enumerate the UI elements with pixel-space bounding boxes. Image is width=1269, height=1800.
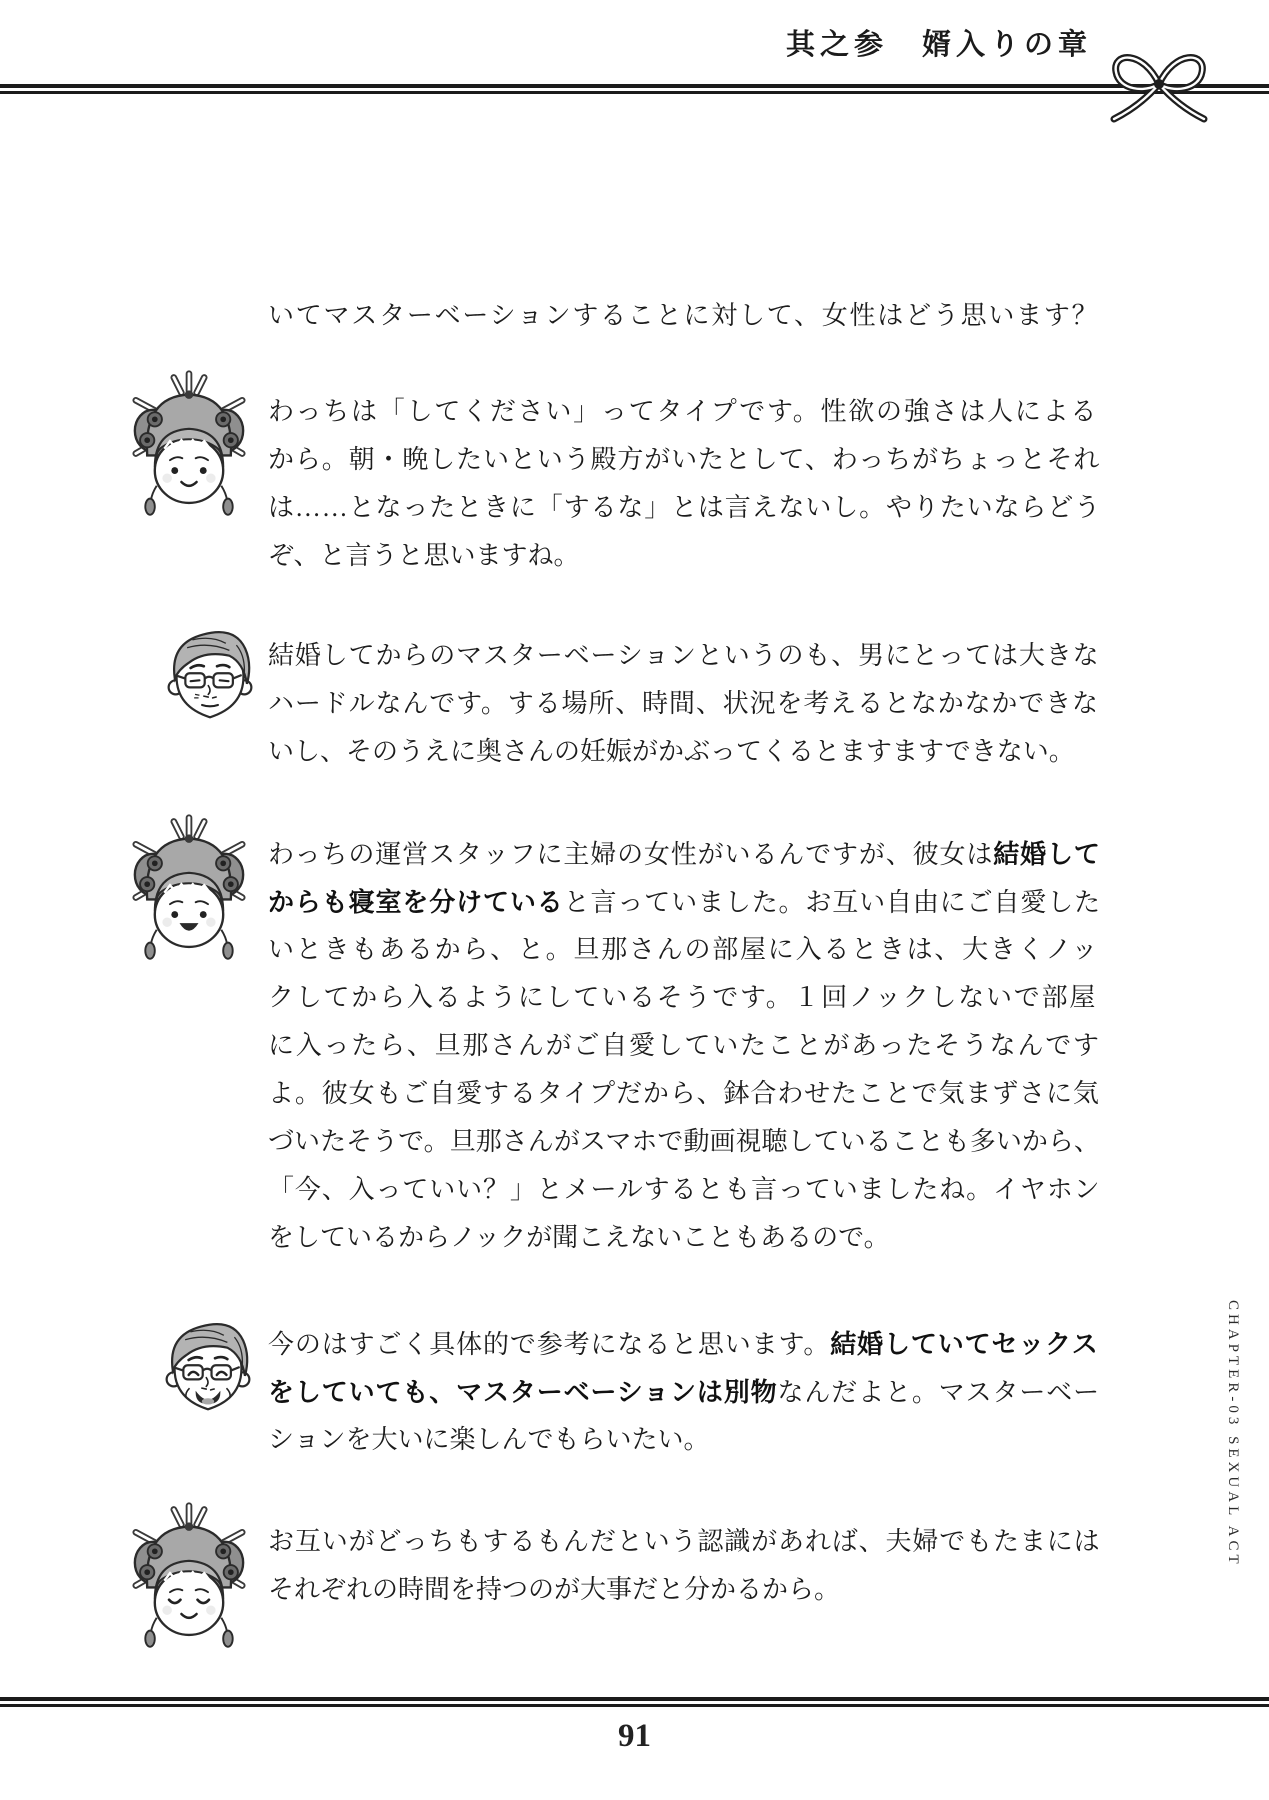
side-chapter-label: CHAPTER-03 SEXUAL ACT bbox=[1225, 1300, 1241, 1568]
text-run: お互いがどっちもするもんだという認識があれば、夫婦でもたまには bbox=[268, 1527, 1101, 1556]
text-run: と言っていました。お互い自由にご自愛した bbox=[563, 888, 1102, 917]
mizuhiki-bow-icon bbox=[1103, 40, 1213, 128]
dialogue-line bbox=[268, 1118, 1101, 1166]
dialogue-line bbox=[268, 436, 1101, 484]
bold-phrase: からも寝室を分けている bbox=[268, 887, 564, 917]
text-run: をしているからノックが聞こえないこともあるので。 bbox=[268, 1223, 890, 1252]
dialogue-line bbox=[268, 1518, 1101, 1566]
dialogue-line bbox=[268, 728, 1101, 776]
text-run: ションを大いに楽しんでもらいたい。 bbox=[268, 1425, 710, 1454]
top-rule-thin bbox=[0, 91, 1269, 94]
text-run: わっちは「してください」ってタイプです。性欲の強さは人による bbox=[268, 397, 1099, 426]
text-run: ぞ、と言うと思いますね。 bbox=[268, 541, 580, 570]
dialogue-line bbox=[268, 878, 1101, 926]
text-run: いときもあるから、と。旦那さんの部屋に入るときは、大きくノッ bbox=[268, 935, 1100, 964]
dialogue-line: いてマスターベーションすることに対して、女性はどう思います？ bbox=[268, 301, 1100, 330]
text-run: よ。彼女もご自愛するタイプだから、鉢合わせたことで気まずさに気 bbox=[268, 1079, 1100, 1108]
dialogue-turn bbox=[268, 830, 1101, 1262]
dialogue-line bbox=[268, 680, 1101, 728]
dialogue-turn bbox=[268, 1320, 1101, 1464]
dialogue-line bbox=[268, 974, 1101, 1022]
dialogue-turn bbox=[268, 388, 1101, 580]
dialogue-line bbox=[268, 1166, 1101, 1214]
dialogue-line bbox=[268, 1022, 1101, 1070]
text-run: わっちの運営スタッフに主婦の女性がいるんですが、彼女は bbox=[268, 840, 994, 869]
dialogue-line bbox=[268, 1368, 1101, 1416]
sensei-avatar bbox=[164, 1316, 252, 1418]
text-run: に入ったら、旦那さんがご自愛していたことがあったそうなんです bbox=[268, 1031, 1101, 1060]
text-run: から。朝・晩したいという殿方がいたとして、わっちがちょっとそれ bbox=[268, 445, 1101, 474]
text-run: 「今、入っていい？」とメールするとも言っていましたね。イヤホン bbox=[268, 1175, 1101, 1204]
sensei-avatar bbox=[166, 624, 254, 726]
dialogue-line bbox=[268, 830, 1101, 878]
dialogue-line bbox=[268, 484, 1101, 532]
text-run: づいたそうで。旦那さんがスマホで動画視聴していることも多いから、 bbox=[268, 1127, 1100, 1156]
page-title: 其之参 婿入りの章 bbox=[785, 29, 1092, 61]
text-run: いし、そのうえに奥さんの妊娠がかぶってくるとますますできない。 bbox=[268, 737, 1075, 766]
dialogue-line bbox=[268, 926, 1101, 974]
bold-phrase: 結婚していてセックス bbox=[830, 1329, 1099, 1359]
top-rule-thick bbox=[0, 84, 1269, 88]
text-run: 結婚してからのマスターベーションというのも、男にとっては大きな bbox=[268, 641, 1100, 670]
dialogue-line bbox=[268, 632, 1101, 680]
bold-phrase: をしていても、マスターベーションは別物 bbox=[268, 1377, 778, 1407]
text-run: それぞれの時間を持つのが大事だと分かるから。 bbox=[268, 1575, 841, 1604]
oiran-avatar bbox=[132, 1500, 246, 1650]
dialogue-line bbox=[268, 1416, 1101, 1464]
dialogue-turn bbox=[268, 632, 1101, 776]
page-number: 91 bbox=[618, 1718, 651, 1754]
text-run: 今のはすごく具体的で参考になると思います。 bbox=[268, 1330, 831, 1359]
dialogue-line bbox=[268, 532, 1101, 580]
text-run: ハードルなんです。する場所、時間、状況を考えるとなかなかできな bbox=[268, 689, 1099, 718]
dialogue-line bbox=[268, 388, 1101, 436]
dialogue-turn bbox=[268, 1518, 1101, 1614]
oiran-avatar bbox=[132, 368, 246, 518]
dialogue-line bbox=[268, 1070, 1101, 1118]
text-run: は……となったときに「するな」とは言えないし。やりたいならどう bbox=[268, 493, 1102, 522]
dialogue-line bbox=[268, 1214, 1101, 1262]
dialogue-line bbox=[268, 1566, 1101, 1614]
oiran-avatar bbox=[132, 812, 246, 962]
question-continuation-line bbox=[268, 292, 1101, 340]
bold-phrase: 結婚して bbox=[993, 839, 1101, 869]
bottom-rule-thin bbox=[0, 1704, 1269, 1707]
dialogue-line bbox=[268, 1320, 1101, 1368]
text-run: なんだよと。マスターベー bbox=[777, 1378, 1100, 1407]
bottom-rule-thick bbox=[0, 1697, 1269, 1701]
text-run: クしてから入るようにしているそうです。１回ノックしないで部屋 bbox=[268, 983, 1098, 1012]
